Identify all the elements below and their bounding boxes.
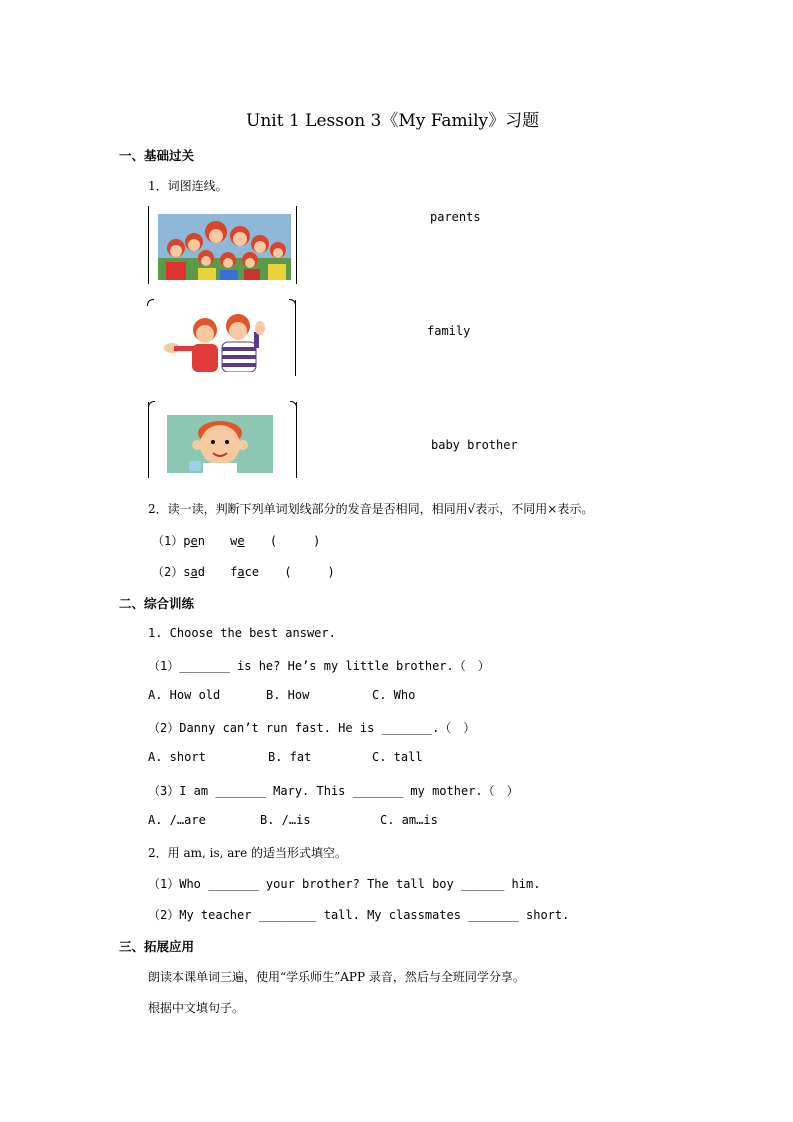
- question-2-instruction: 2．用 am, is, are 的适当形式填空。: [148, 846, 348, 860]
- question-2-instruction: 2．读一读，判断下列单词划线部分的发音是否相同，相同用√表示，不同用×表示。: [148, 502, 594, 516]
- question-1-instruction: 1. Choose the best answer.: [148, 626, 336, 640]
- pronunciation-item-2: [152, 563, 335, 580]
- word-part: ce: [244, 565, 260, 579]
- mc-question-1: （1）_______ is he? He’s my little brother.（ ）: [148, 659, 490, 673]
- option-b[interactable]: B. fat: [268, 750, 312, 764]
- option-a[interactable]: A. How old: [148, 688, 221, 702]
- item-number: （1）: [152, 534, 184, 548]
- family-illustration: [158, 214, 291, 280]
- frame-corner: [290, 401, 297, 408]
- option-c[interactable]: C. tall: [372, 750, 423, 764]
- option-a[interactable]: A. short: [148, 750, 206, 764]
- task-text-1: 朗读本课单词三遍，使用“学乐师生”APP 录音，然后与全班同学分享。: [148, 970, 525, 984]
- baby-illustration: [167, 415, 273, 473]
- word-part: s: [183, 565, 191, 579]
- question-1-instruction: 1．词图连线。: [148, 179, 228, 193]
- frame-corner: [289, 299, 296, 306]
- picture-frame-family: [148, 206, 297, 284]
- option-b[interactable]: B. How: [266, 688, 310, 702]
- section-heading-1: 一、基础过关: [119, 148, 195, 163]
- word-baby-brother: baby brother: [431, 438, 518, 452]
- option-c[interactable]: C. am…is: [380, 813, 438, 827]
- word-part: w: [230, 534, 238, 548]
- option-a[interactable]: A. /…are: [148, 813, 206, 827]
- mc-question-3: （3）I am _______ Mary. This _______ my mother.（ ）: [148, 784, 519, 798]
- word-part: f: [230, 565, 238, 579]
- underlined-letter: a: [190, 565, 198, 579]
- word-part: n: [197, 534, 205, 548]
- task-text-2: 根据中文填句子。: [148, 1001, 245, 1015]
- word-part: p: [183, 534, 191, 548]
- answer-blank[interactable]: ( ): [284, 565, 335, 579]
- frame-corner: [148, 401, 155, 408]
- word-part: d: [197, 565, 205, 579]
- picture-frame-parents: [148, 300, 296, 376]
- section-heading-2: 二、综合训练: [119, 596, 195, 611]
- underlined-letter: a: [237, 565, 245, 579]
- underlined-letter: e: [190, 534, 198, 548]
- answer-blank[interactable]: ( ): [269, 534, 321, 548]
- section-heading-3: 三、拓展应用: [119, 939, 195, 954]
- mc-question-2: （2）Danny can’t run fast. He is _______.（ ）: [148, 721, 476, 735]
- underlined-letter: e: [237, 534, 245, 548]
- word-parents: parents: [430, 210, 481, 224]
- parents-illustration: [160, 314, 282, 372]
- word-family: family: [427, 324, 471, 338]
- item-number: （2）: [152, 565, 184, 579]
- option-c[interactable]: C. Who: [372, 688, 416, 702]
- pronunciation-item-1: [152, 532, 320, 549]
- frame-corner: [147, 299, 154, 306]
- picture-frame-baby: [148, 402, 297, 478]
- option-b[interactable]: B. /…is: [260, 813, 311, 827]
- fill-question-1: （1）Who _______ your brother? The tall boy ______ him.: [148, 877, 541, 891]
- fill-question-2: （2）My teacher ________ tall. My classmates _______ short.: [148, 908, 570, 922]
- page-title: Unit 1 Lesson 3《My Family》习题: [246, 111, 540, 131]
